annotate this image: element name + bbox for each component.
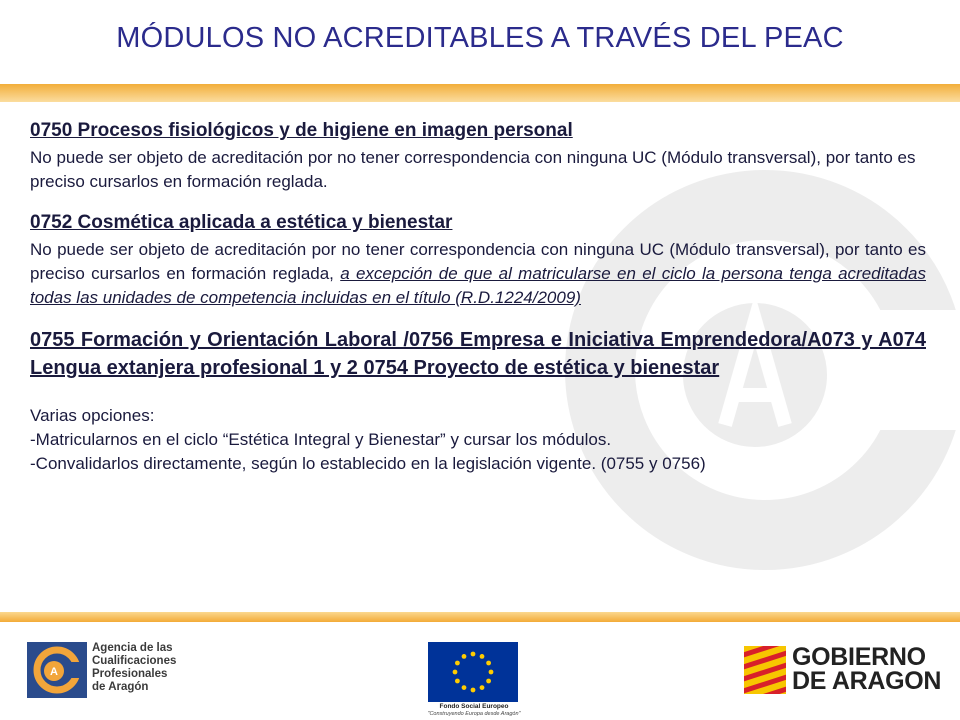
eu-flag-icon: [428, 642, 518, 702]
top-orange-band: [0, 84, 960, 102]
svg-text:A: A: [50, 666, 58, 678]
module-0755: [30, 326, 926, 382]
agency-line: Profesionales: [92, 668, 168, 680]
agency-line: Agencia de las: [92, 642, 173, 654]
module-0752-body: [30, 238, 926, 310]
government-line: GOBIERNO: [792, 643, 926, 671]
government-name: [792, 645, 941, 693]
acpa-logo-icon: [27, 642, 87, 698]
eu-fund-label: Fondo Social Europeo: [439, 703, 509, 710]
main-content: [30, 118, 926, 476]
option-item: -Matricularnos en el ciclo “Estética Integral y Bienestar” y cursar los módulos.: [30, 430, 612, 449]
eu-motto: "Construyendo Europa desde Aragón": [427, 711, 521, 717]
module-0752-heading: 0752 Cosmética aplicada a estética y bienestar: [30, 212, 453, 233]
module-0750: [30, 118, 926, 194]
page-title: MÓDULOS NO ACREDITABLES A TRAVÉS DEL PEAC: [116, 22, 844, 54]
bottom-orange-band: [0, 612, 960, 622]
module-0752: [30, 210, 926, 310]
agency-line: de Aragón: [92, 681, 149, 693]
module-0752-exception: a excepción de que al matricularse en el ciclo la persona tenga acreditadas todas las unidades de competencia incluidas en el título (R.D.1224/2009): [30, 264, 926, 307]
module-0750-heading: 0750 Procesos fisiológicos y de higiene en imagen personal: [30, 120, 573, 141]
agency-name: [92, 642, 176, 694]
option-item: -Convalidarlos directamente, según lo establecido en la legislación vigente. (0755 y 0756): [30, 454, 706, 473]
module-0750-body: No puede ser objeto de acreditación por no tener correspondencia con ninguna UC (Módulo transversal), por tanto es preciso cursarlos en formación reglada.: [30, 148, 916, 191]
options-list: [30, 404, 926, 476]
aragon-shield-icon: [744, 646, 786, 694]
agency-line: Cualificaciones: [92, 655, 177, 667]
options-intro: Varias opciones:: [30, 406, 155, 425]
module-0752-body-text: No puede ser objeto de acreditación por no tener correspondencia con ninguna UC (Módulo transversal), por tanto es preciso cursarlos en formación reglada,: [30, 240, 926, 283]
government-line: DE ARAGON: [792, 667, 942, 695]
module-0755-heading: 0755 Formación y Orientación Laboral /0756 Empresa e Iniciativa Emprendedora/A073 y A074 Lengua extanjera profesional 1 y 2 0754 Proyecto de estética y bienestar: [30, 329, 926, 379]
